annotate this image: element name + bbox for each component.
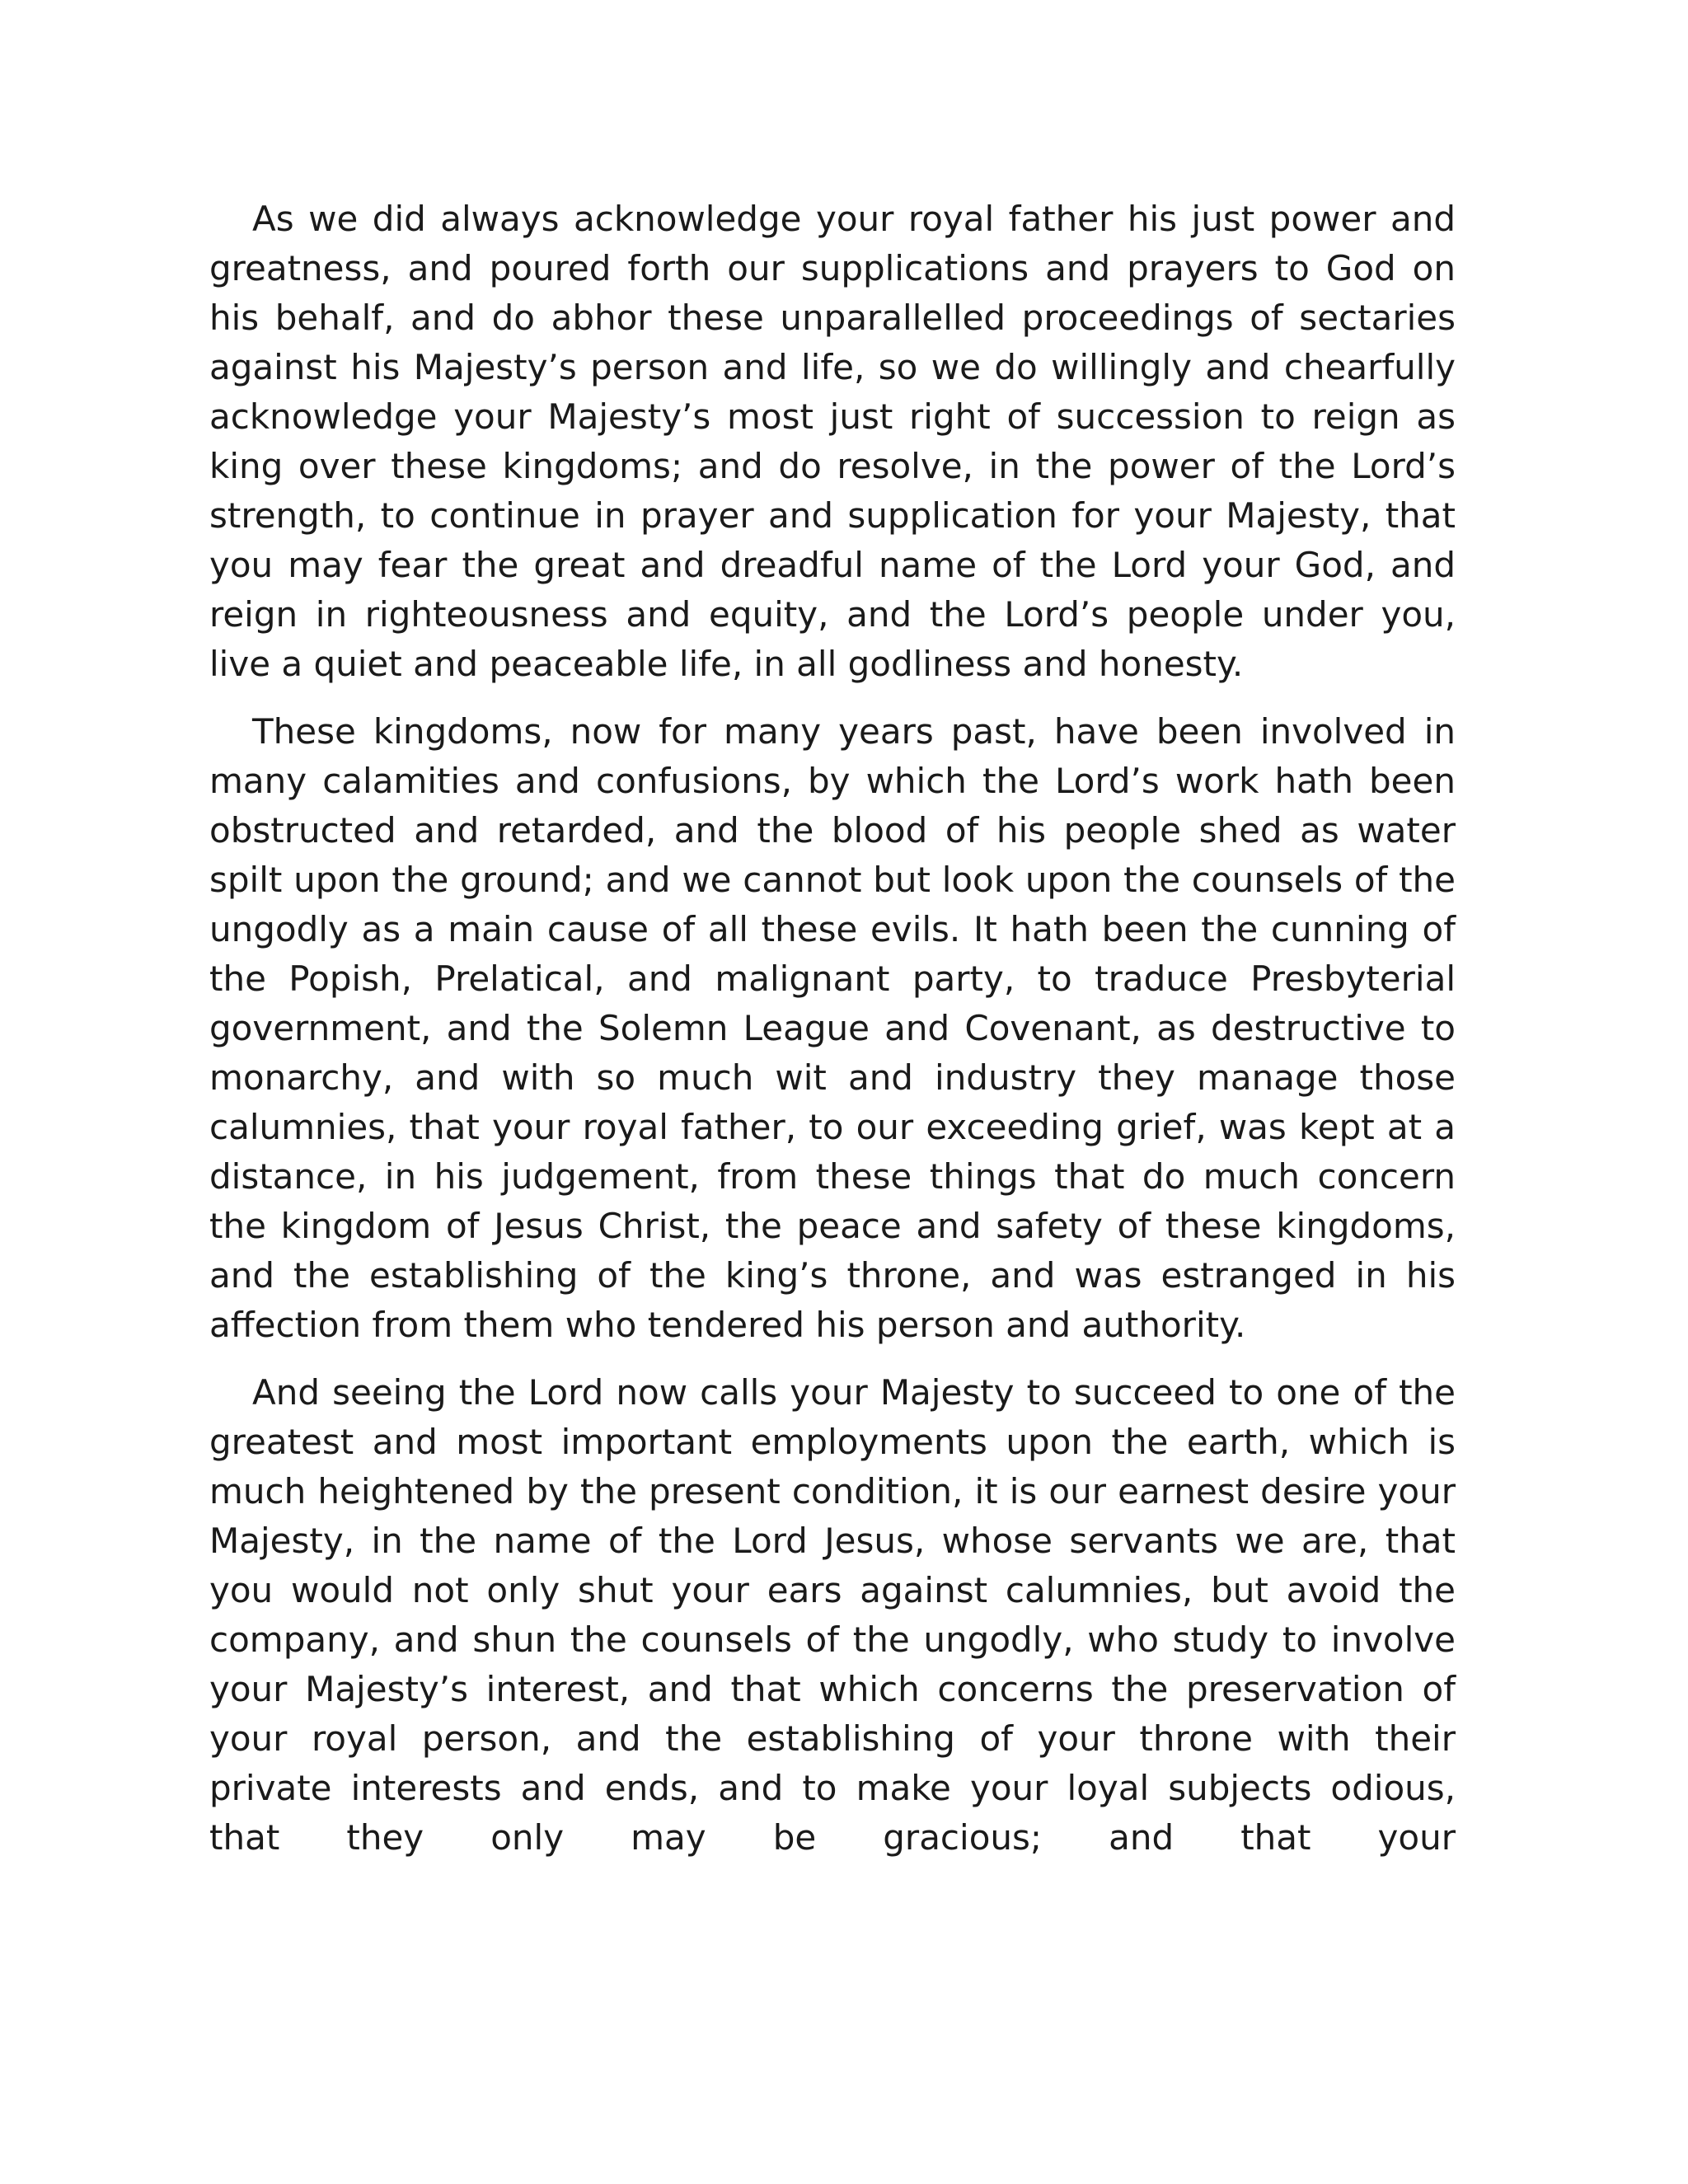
paragraph-1: As we did always acknowledge your royal father his just power and greatness, and poured forth our supplications and prayers to God on his behalf, and do abhor these unparallelled proceedings of sectaries against his Majesty’s person and life, so we do willingly and chearfully acknowledge your Majesty’s most just right of succession to reign as king over these kingdoms; and do resolve, in the power of the Lord’s strength, to continue in prayer and supplication for your Majesty, that you may fear the great and dreadful name of the Lord your God, and reign in righteousness and equity, and the Lord’s people under you, live a quiet and peaceable life, in all godliness and honesty. xyxy=(209,199,1456,684)
body-text xyxy=(209,194,1456,1863)
paragraph-3: And seeing the Lord now calls your Majesty to succeed to one of the greatest and most important employments upon the earth, which is much heightened by the present condition, it is our earnest desire your Majesty, in the name of the Lord Jesus, whose servants we are, that you would not only shut your ears against calumnies, but avoid the company, and shun the counsels of the ungodly, who study to involve your Majesty’s interest, and that which concerns the preservation of your royal person, and the establishing of your throne with their private interests and ends, and to make your loyal subjects odious, that they only may be gracious; and that your xyxy=(209,1372,1456,1858)
paragraph-2: These kingdoms, now for many years past, have been involved in many calamities and confusions, by which the Lord’s work hath been obstructed and retarded, and the blood of his people shed as water spilt upon the ground; and we cannot but look upon the counsels of the ungodly as a main cause of all these evils. It hath been the cunning of the Popish, Prelatical, and malignant party, to traduce Presbyterial government, and the Solemn League and Covenant, as destructive to monarchy, and with so much wit and industry they manage those calumnies, that your royal father, to our exceeding grief, was kept at a distance, in his judgement, from these things that do much concern the kingdom of Jesus Christ, the peace and safety of these kingdoms, and the establishing of the king’s throne, and was estranged in his affection from them who tendered his person and authority. xyxy=(209,711,1456,1345)
